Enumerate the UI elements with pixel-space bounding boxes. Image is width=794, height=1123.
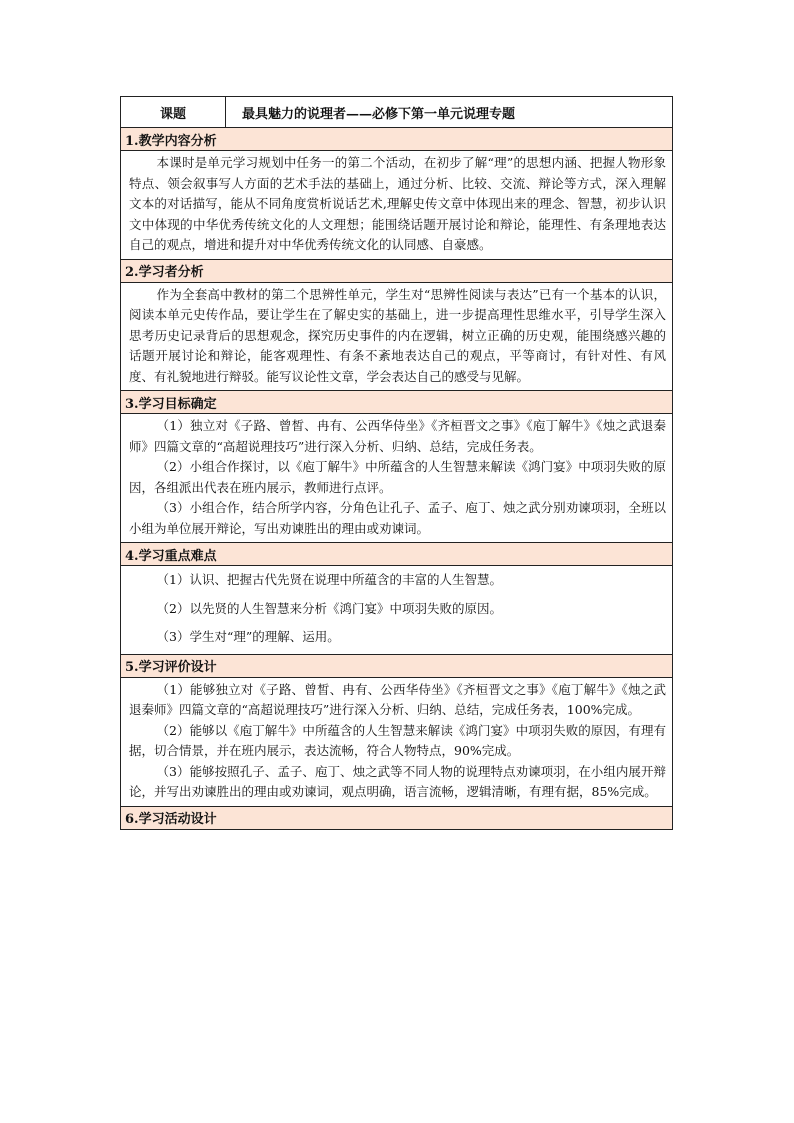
section-body-learner-analysis (121, 282, 673, 391)
key-point-item: （1）认识、把握古代先贤在说理中所蕴含的丰富的人生智慧。 (156, 572, 502, 587)
section-body-content-analysis (121, 151, 673, 260)
section-heading: 6.学习活动设计 (121, 806, 673, 829)
section-body-learning-objectives (121, 414, 673, 543)
section-header-learning-objectives (121, 391, 673, 414)
paragraph: 作为全套高中教材的第二个思辨性单元，学生对“思辨性阅读与表达”已有一个基本的认识，阅读本单元史传作品，要让学生在了解史实的基础上，进一步提高理性思维水平，引导学生深入思考历史记录背后的思想观念，探究历史事件的内在逻辑，树立正确的历史观，能围绕感兴趣的话题开展讨论和辩论，能客观理性、有条不紊地表达自己的观点，平等商讨，有针对性、有风度、有礼貌地进行辩驳。能写议论性文章，学会表达自己的感受与见解。 (129, 286, 666, 384)
evaluation-item: （2）能够以《庖丁解牛》中所蕴含的人生智慧来解读《鸿门宴》中项羽失败的原因，有理有据，切合情景，并在班内展示，表达流畅，符合人物特点，90%完成。 (129, 722, 666, 758)
section-header-activity-design (121, 806, 673, 829)
key-point-item: （3）学生对“理”的理解、运用。 (156, 629, 340, 644)
key-point-item: （2）以先贤的人生智慧来分析《鸿门宴》中项羽失败的原因。 (156, 600, 502, 616)
section-body-evaluation (121, 677, 673, 806)
section-header-key-points (121, 543, 673, 566)
objective-item: （3）小组合作，结合所学内容，分角色让孔子、孟子、庖丁、烛之武分别劝谏项羽，全班以小组为单位展开辩论，写出劝谏胜出的理由或劝谏词。 (129, 500, 666, 536)
section-heading: 1.教学内容分析 (121, 128, 673, 151)
evaluation-item: （3）能够按照孔子、孟子、庖丁、烛之武等不同人物的说理特点劝谏项羽，在小组内展开辩论，并写出劝谏胜出的理由或劝谏词，观点明确，语言流畅，逻辑清晰，有理有据，85%完成。 (129, 763, 666, 799)
objective-item: （1）独立对《子路、曾皙、冉有、公西华侍坐》《齐桓晋文之事》《庖丁解牛》《烛之武退秦师》四篇文章的“高超说理技巧”进行深入分析、归纳、总结，完成任务表。 (129, 418, 666, 454)
section-heading: 2.学习者分析 (121, 259, 673, 282)
lesson-plan-table (120, 96, 673, 830)
topic-title: 最具魅力的说理者——必修下第一单元说理专题 (226, 97, 673, 128)
section-heading: 5.学习评价设计 (121, 654, 673, 677)
section-header-evaluation (121, 654, 673, 677)
section-header-learner-analysis (121, 259, 673, 282)
title-row (121, 97, 673, 128)
evaluation-item: （1）能够独立对《子路、曾皙、冉有、公西华侍坐》《齐桓晋文之事》《庖丁解牛》《烛之武退秦师》四篇文章的“高超说理技巧”进行深入分析、归纳、总结，完成任务表，100%完成。 (129, 681, 666, 717)
objective-item: （2）小组合作探讨，以《庖丁解牛》中所蕴含的人生智慧来解读《鸿门宴》中项羽失败的原因，各组派出代表在班内展示，教师进行点评。 (129, 459, 666, 495)
section-header-content-analysis (121, 128, 673, 151)
section-heading: 3.学习目标确定 (121, 391, 673, 414)
topic-label: 课题 (121, 97, 226, 128)
section-heading: 4.学习重点难点 (121, 543, 673, 566)
section-body-key-points (121, 566, 673, 655)
paragraph: 本课时是单元学习规划中任务一的第二个活动，在初步了解“理”的思想内涵、把握人物形象特点、领会叙事写人方面的艺术手法的基础上，通过分析、比较、交流、辩论等方式，深入理解文本的对话描写，能从不同角度赏析说话艺术,理解史传文章中体现出来的理念、智慧，初步认识文中体现的中华优秀传统文化的人文理想；能围绕话题开展讨论和辩论，能理性、有条理地表达自己的观点，增进和提升对中华优秀传统文化的认同感、自豪感。 (129, 155, 666, 252)
